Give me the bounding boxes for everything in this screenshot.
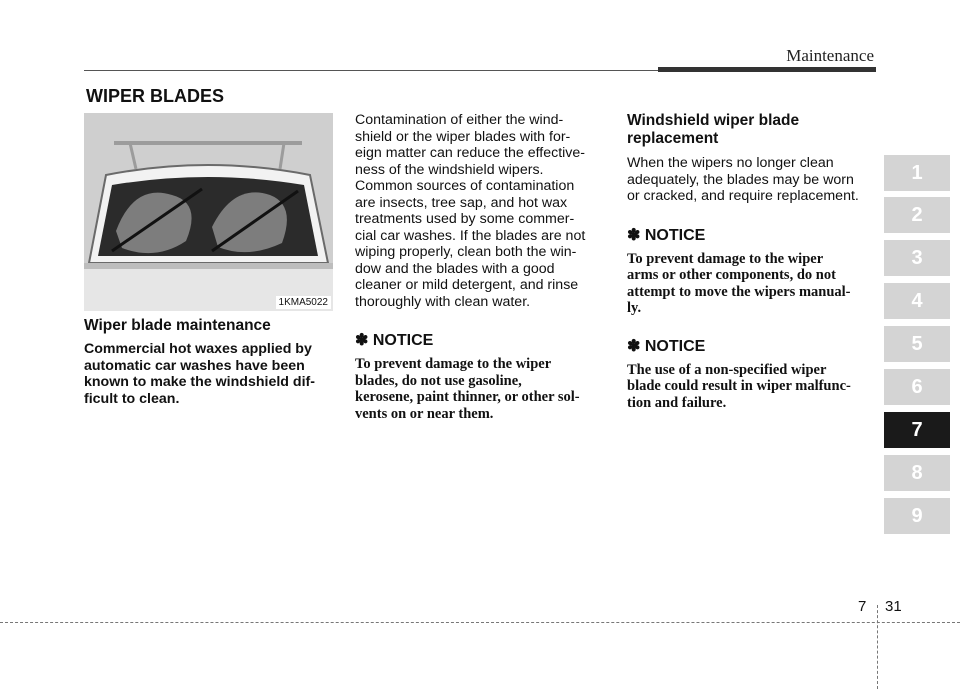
footer-page-number: 31	[885, 598, 902, 615]
chapter-tab-9[interactable]: 9	[884, 498, 950, 534]
text-line: known to make the windshield dif-	[84, 374, 315, 390]
text-line: ly.	[627, 300, 642, 316]
header-section-title: Maintenance	[786, 46, 874, 65]
text-line: kerosene, paint thinner, or other sol-	[355, 389, 580, 405]
text-line: When the wipers no longer clean	[627, 155, 834, 171]
notice-heading: ✽ NOTICE	[627, 337, 706, 355]
notice-text	[627, 251, 877, 317]
column-1	[84, 317, 334, 407]
text-line: cial car washes. If the blades are not	[355, 227, 586, 244]
chapter-tab-1[interactable]: 1	[884, 155, 950, 191]
chapter-tab-5[interactable]: 5	[884, 326, 950, 362]
chapter-tab-6[interactable]: 6	[884, 369, 950, 405]
text-line: vents on or near them.	[355, 405, 494, 422]
chapter-tab-7[interactable]: 7	[884, 412, 950, 448]
text-line: arms or other components, do not	[627, 267, 836, 283]
notice-text	[627, 362, 877, 412]
column-2	[355, 112, 604, 422]
notice-heading: ✽ NOTICE	[627, 226, 706, 244]
text-line: thoroughly with clean water.	[355, 293, 531, 310]
text-line: wiping properly, clean both the win-	[355, 244, 577, 260]
text-line: ness of the windshield wipers.	[355, 161, 544, 178]
footer-rule	[0, 622, 960, 623]
column-3	[627, 112, 877, 411]
heading-line: replacement	[627, 130, 719, 147]
text-line: treatments used by some commer-	[355, 211, 575, 227]
header-rule-accent	[658, 67, 876, 72]
chapter-tab-3[interactable]: 3	[884, 240, 950, 276]
section-title: WIPER BLADES	[86, 86, 225, 106]
contamination-paragraph	[355, 112, 604, 310]
blade-replacement-text	[627, 155, 877, 205]
text-line: tion and failure.	[627, 394, 727, 411]
text-line: eign matter can reduce the effective-	[355, 145, 586, 161]
blade-replacement-heading	[627, 112, 877, 148]
text-line: dow and the blades with a good	[355, 260, 555, 277]
footer-chapter-number: 7	[858, 598, 867, 615]
text-line: Commercial hot waxes applied by	[84, 341, 312, 357]
header-rule	[84, 70, 658, 71]
text-line: cleaner or mild detergent, and rinse	[355, 277, 579, 293]
chapter-tab-2[interactable]: 2	[884, 197, 950, 233]
wiper-maintenance-text	[84, 341, 334, 407]
chapter-tab-4[interactable]: 4	[884, 283, 950, 319]
text-line: or cracked, and require replacement.	[627, 188, 859, 204]
text-line: are insects, tree sap, and hot wax	[355, 194, 568, 211]
text-line: attempt to move the wipers manual-	[627, 283, 851, 300]
text-line: blades, do not use gasoline,	[355, 372, 522, 389]
figure-caption: 1KMA5022	[276, 296, 331, 309]
chapter-tab-8[interactable]: 8	[884, 455, 950, 491]
text-line: To prevent damage to the wiper	[355, 356, 552, 372]
footer-divider	[877, 605, 878, 689]
text-line: automatic car washes have been	[84, 357, 305, 374]
notice-heading: ✽ NOTICE	[355, 332, 434, 349]
text-line: Contamination of either the wind-	[355, 112, 564, 128]
windshield-photo	[84, 113, 333, 311]
text-line: The use of a non-specified wiper	[627, 361, 827, 378]
wiper-maintenance-heading: Wiper blade maintenance	[84, 317, 271, 334]
text-line: shield or the wiper blades with for-	[355, 128, 571, 145]
text-line: adequately, the blades may be worn	[627, 171, 854, 188]
text-line: Common sources of contamination	[355, 178, 575, 194]
notice-text	[355, 356, 604, 422]
heading-line: Windshield wiper blade	[627, 112, 800, 129]
text-line: ficult to clean.	[84, 390, 180, 407]
car-windshield-illustration	[84, 113, 333, 311]
text-line: blade could result in wiper malfunc-	[627, 378, 851, 394]
text-line: To prevent damage to the wiper	[627, 250, 824, 267]
